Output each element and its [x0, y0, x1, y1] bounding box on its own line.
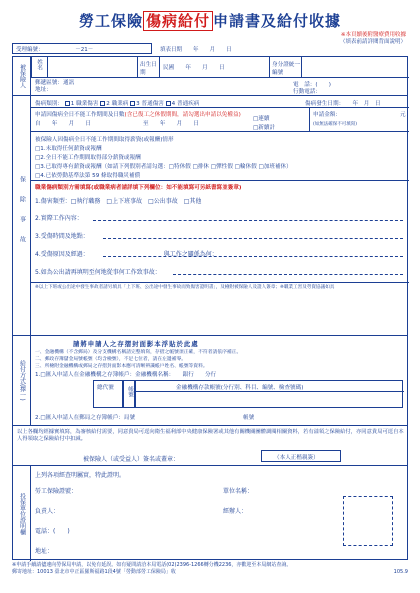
name-field[interactable]: [47, 57, 137, 77]
bank-transfer-option[interactable]: 1.□匯入申請人在金融機構之存簿帳戶：金融機構名稱： 銀行 分行: [35, 372, 217, 378]
period-from[interactable]: 自 年 月 日: [35, 121, 91, 127]
employer-side-label: 投保單位證明欄: [18, 492, 26, 535]
amount-label: 申請金額：: [313, 112, 341, 118]
payment-note-1: 一、金融機構（不含郵局）及分支機構名稱請完整填寫，存摺之帳號須正確，不符者請依序補正。: [35, 350, 242, 355]
account-label: 帳號: [127, 386, 133, 398]
pay-option-4[interactable]: □4.已依勞動基準法第 59 條取得職災補償: [35, 173, 141, 179]
case-number-field[interactable]: 受理編號： －21－: [12, 43, 152, 54]
fill-date[interactable]: 填表日期 年 月 日: [160, 47, 232, 53]
employer-section: [13, 465, 407, 561]
case-meta: [12, 43, 408, 54]
signature-label[interactable]: 被保險人（或受益人）簽名或蓋章：: [83, 456, 180, 463]
payment-section: [13, 335, 407, 425]
period-note: (含已復工之休假期間，請勾選出申請以免權益): [124, 112, 241, 118]
payment-note-2: 二、郵政存簿儲金局號帳號（均含檢號），不足七位者，請在左邊補零。: [35, 357, 187, 362]
new-count-checkbox[interactable]: □新續計: [253, 125, 276, 131]
name-label: 姓名: [36, 59, 42, 71]
footer: [12, 562, 412, 576]
period-to[interactable]: 至 年 月 日: [143, 121, 199, 127]
payment-side-label: 給付方式(擇一): [18, 360, 26, 401]
birth-field[interactable]: 民國 年 月 日: [159, 57, 269, 77]
occupational-q1[interactable]: 1.傷害類型：□執行職務 □上下班事故 □公出事故 □其他: [35, 198, 202, 205]
occupational-q2[interactable]: 2.實際工作內容：: [35, 215, 83, 222]
injury-type-row: 傷病類別： 1 職業傷害 2 職業病 3 普通傷害 4 普通疾病: [35, 101, 200, 107]
insured-side-label: 被保險人: [13, 57, 31, 95]
footer-line-1: ※申請手續請儘速向勞保局申請，以免有延誤。如有疑問請洽本局電話(02)2396-1266轉分機2236，亦歡迎至本局網站查詢。: [12, 562, 292, 568]
address-label: 郵遞區號：通訊地址：: [35, 80, 75, 93]
title-benefit-type: 傷病給付: [143, 11, 213, 31]
phone-label[interactable]: 電 話：( ): [293, 82, 331, 88]
injury-side-label: 保除事故: [18, 175, 26, 256]
pay-option-3[interactable]: □3.已取得專有薪資或報酬（如請下列假別者請勾選：□特休假 □排休 □彈性假 □輪休假 □加班補休）: [35, 164, 292, 170]
pay-option-1[interactable]: □1.未取得任何薪資或報酬: [35, 146, 102, 152]
post-transfer-option[interactable]: 2.□匯入申請人在郵局之存簿帳戶：局號: [35, 415, 136, 421]
attachment-note: ※本頁續後附醫療費用收據: [340, 32, 406, 38]
occupational-q3[interactable]: 3.受傷時間及地點：: [35, 233, 89, 240]
general-code-box[interactable]: 總代號: [93, 380, 123, 408]
occupational-footnote: ※以上下班或公出途中發生事故者請另填具「上下班、公出途中發生事故而致傷害證明書」，及檢附被保險人及證人簽章；※職業工害及勞資協議如具: [35, 285, 335, 290]
pay-status-label: 被保險人因傷病全日不能工作期間取得薪資(或報酬)情形: [35, 137, 174, 143]
id-field[interactable]: [301, 57, 409, 77]
declaration-text: 以上各欄均經據實填寫，為審核給付需要，同意貴局可逕向衛生福利部中央健康保險署或其他有關機關團體調閱相關資料，若有溢領之保險給付，亦同意貴局可逕自本人得領取之保險給付中扣減。: [17, 429, 404, 442]
type-checkbox-2[interactable]: [100, 101, 105, 106]
post-account-label[interactable]: 帳號: [243, 415, 255, 421]
type-checkbox-1[interactable]: [65, 101, 70, 106]
unit-name-label[interactable]: 單位名稱：: [223, 488, 254, 495]
type-checkbox-3[interactable]: [130, 101, 135, 106]
employer-phone-label[interactable]: 電話：( ): [35, 528, 70, 535]
payment-note-3: 三、所檢附金融機構或郵局之存摺封面影本應可清晰辨識帳戶姓名、帳號等資料。: [35, 364, 208, 369]
fill-hint: （填表前請詳閱背面說明）: [339, 39, 406, 45]
insured-section: [13, 57, 407, 95]
occupational-q4[interactable]: 4.受傷原因及經過： 與工作之關係為何：: [35, 251, 218, 258]
period-label: 申請因傷病全日不能工作期間及日數: [35, 112, 125, 118]
agent-label[interactable]: 經辦人：: [223, 508, 248, 515]
occupational-q5[interactable]: 5.如為公出請再填明至何地從事何工作致事故：: [35, 269, 161, 276]
declaration-section: [13, 425, 407, 465]
mobile-label[interactable]: 行動電話：: [293, 89, 321, 95]
unit-id-label[interactable]: 勞工保險證號：: [35, 488, 78, 495]
employer-intro: 上列各項經查明屬實，特此證明。: [35, 472, 126, 479]
bank-account-box[interactable]: 金融機構存款帳號(分行別、科目、編號、檢查號碼): [135, 380, 403, 408]
birth-label: 出生日期: [140, 62, 157, 76]
title-prefix: 勞工保險: [78, 12, 143, 30]
pay-option-2[interactable]: □2.全日不能工作期間取得部分薪資或報酬: [35, 155, 141, 161]
signature-box[interactable]: （本人正楷親簽）: [261, 450, 341, 462]
passbook-header: 請將申請人之存摺封面影本浮貼於此處: [73, 340, 199, 348]
seal-area[interactable]: [343, 496, 393, 546]
application-form: [12, 56, 408, 560]
id-label: 身分證統一編號: [272, 62, 300, 76]
form-title: [0, 10, 420, 31]
form-version: 105.9: [393, 569, 408, 575]
occupational-instructions: 職業傷病類別方需填寫(或職業病者請詳填下列欄位：如不能填寫可另紙書寫並簽章): [35, 185, 242, 191]
injury-section: 保除事故 傷病類別： 1 職業傷害 2 職業病 3 普通傷害 4 普通疾病 傷病發生日期： 年 月 日 申請因傷病全日不能工作期間及日數(含已復工之休假期間，請勾選出申請以免權益) 自 年 月 日 至 年 月 日 □連續 □新續計 申請金額： 元 (如無法確保不可填寫) 被保險人因傷病全日不能工作期間取得薪資(或報酬)情形 □1.未取得任何薪資或報酬 □2.全日不能工作期間取得部分薪資或報酬 □3.已取得專有薪資或報酬（如請下列假別者請勾選：□特休假 □排休 □彈性假 □輪休假 □加班補休） □4.已依勞動基準法第 59 條取得職災補償 職業傷病類別方需填寫(或職業病者請詳填下列欄位：如不能填寫可另紙書寫並簽章) 1.傷害類型：□執行職務 □上下班事故 □公出事故 □其他 2.實際工作內容： 3.受傷時間及地點： 4.受傷原因及經過： 與工作之關係為何： 5.如為公出請再填明至何地從事何工作致事故： ※以上下班或公出途中發生事故者請另填具「上下班、公出途中發生事故而致傷害證明書」，及檢附被保險人及證人簽章；※職業工害及勞資協議如具: [13, 95, 407, 335]
continue-checkbox[interactable]: □連續: [253, 116, 270, 122]
type-checkbox-4[interactable]: [166, 101, 171, 106]
employer-address-label[interactable]: 地址：: [35, 548, 54, 555]
footer-line-2: 郵寄地址：10013 臺北市中正區羅斯福路1段4號「勞動部勞工保險局」收: [12, 569, 176, 575]
responsible-person-label[interactable]: 負責人：: [35, 508, 60, 515]
injury-date[interactable]: 傷病發生日期： 年 月 日: [305, 101, 381, 107]
title-suffix: 申請書及給付收據: [213, 12, 342, 30]
